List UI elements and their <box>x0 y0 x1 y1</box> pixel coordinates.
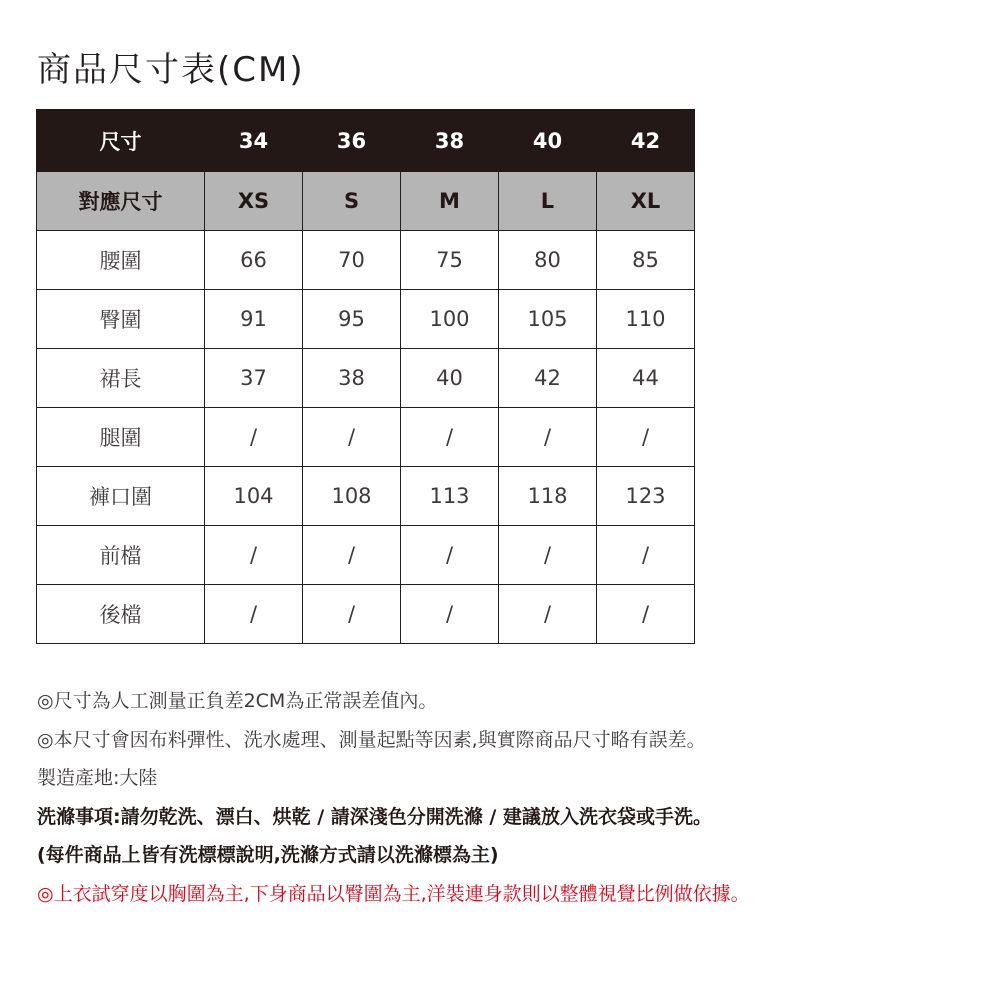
table-row <box>37 349 695 408</box>
table-cell: / <box>499 408 597 467</box>
header-cell-label: 尺寸 <box>37 110 205 172</box>
table-row <box>37 526 695 585</box>
table-cell: / <box>401 526 499 585</box>
alt-header-cell-size: L <box>499 172 597 231</box>
size-table <box>36 109 695 644</box>
washing-instructions: 洗滌事項:請勿乾洗、漂白、烘乾 / 請深淺色分開洗滌 / 建議放入洗衣袋或手洗。 <box>37 805 712 828</box>
alt-header-cell-size: XL <box>597 172 695 231</box>
row-label: 前檔 <box>37 526 205 585</box>
table-cell: / <box>499 585 597 644</box>
table-cell: 104 <box>205 467 303 526</box>
table-cell: 75 <box>401 231 499 290</box>
table-cell: 70 <box>303 231 401 290</box>
table-cell: 44 <box>597 349 695 408</box>
table-cell: / <box>499 526 597 585</box>
table-cell: 85 <box>597 231 695 290</box>
table-cell: 37 <box>205 349 303 408</box>
alt-header-cell-size: M <box>401 172 499 231</box>
table-cell: / <box>597 585 695 644</box>
alt-header-cell-label: 對應尺寸 <box>37 172 205 231</box>
table-cell: 95 <box>303 290 401 349</box>
header-cell-size: 38 <box>401 110 499 172</box>
row-label: 褲口圍 <box>37 467 205 526</box>
table-cell: 91 <box>205 290 303 349</box>
row-label: 臀圍 <box>37 290 205 349</box>
header-cell-size: 42 <box>597 110 695 172</box>
table-cell: 108 <box>303 467 401 526</box>
row-label: 腰圍 <box>37 231 205 290</box>
table-cell: 105 <box>499 290 597 349</box>
table-row <box>37 585 695 644</box>
table-cell: / <box>597 408 695 467</box>
table-row <box>37 408 695 467</box>
table-cell: 123 <box>597 467 695 526</box>
page-title: 商品尺寸表(CM) <box>37 50 305 90</box>
header-cell-size: 40 <box>499 110 597 172</box>
fitting-reference-note: ◎上衣試穿度以胸圍為主,下身商品以臀圍為主,洋裝連身款則以整體視覺比例做依據。 <box>37 882 750 905</box>
table-cell: 38 <box>303 349 401 408</box>
table-cell: / <box>401 585 499 644</box>
table-cell: 100 <box>401 290 499 349</box>
size-header-row <box>37 110 695 172</box>
table-cell: / <box>303 408 401 467</box>
header-cell-size: 36 <box>303 110 401 172</box>
row-label: 後檔 <box>37 585 205 644</box>
table-cell: / <box>597 526 695 585</box>
alt-header-cell-size: XS <box>205 172 303 231</box>
table-row <box>37 467 695 526</box>
alt-header-cell-size: S <box>303 172 401 231</box>
fabric-variance-note: ◎本尺寸會因布料彈性、洗水處理、測量起點等因素,與實際商品尺寸略有誤差。 <box>37 728 706 751</box>
table-row <box>37 231 695 290</box>
table-cell: / <box>401 408 499 467</box>
table-cell: 110 <box>597 290 695 349</box>
notes-section <box>37 682 987 913</box>
table-cell: / <box>205 526 303 585</box>
washing-label-note: (每件商品上皆有洗標標說明,洗滌方式請以洗滌標為主) <box>37 844 499 866</box>
table-cell: / <box>205 585 303 644</box>
table-cell: 118 <box>499 467 597 526</box>
table-cell: 66 <box>205 231 303 290</box>
row-label: 裙長 <box>37 349 205 408</box>
table-cell: 40 <box>401 349 499 408</box>
header-cell-size: 34 <box>205 110 303 172</box>
table-cell: 80 <box>499 231 597 290</box>
table-row <box>37 290 695 349</box>
table-cell: / <box>205 408 303 467</box>
table-cell: 113 <box>401 467 499 526</box>
row-label: 腿圍 <box>37 408 205 467</box>
table-cell: / <box>303 585 401 644</box>
table-cell: / <box>303 526 401 585</box>
table-cell: 42 <box>499 349 597 408</box>
corresponding-size-row <box>37 172 695 231</box>
measurement-tolerance-note: ◎尺寸為人工測量正負差2CM為正常誤差值內。 <box>37 690 438 712</box>
origin-note: 製造產地:大陸 <box>37 767 158 789</box>
